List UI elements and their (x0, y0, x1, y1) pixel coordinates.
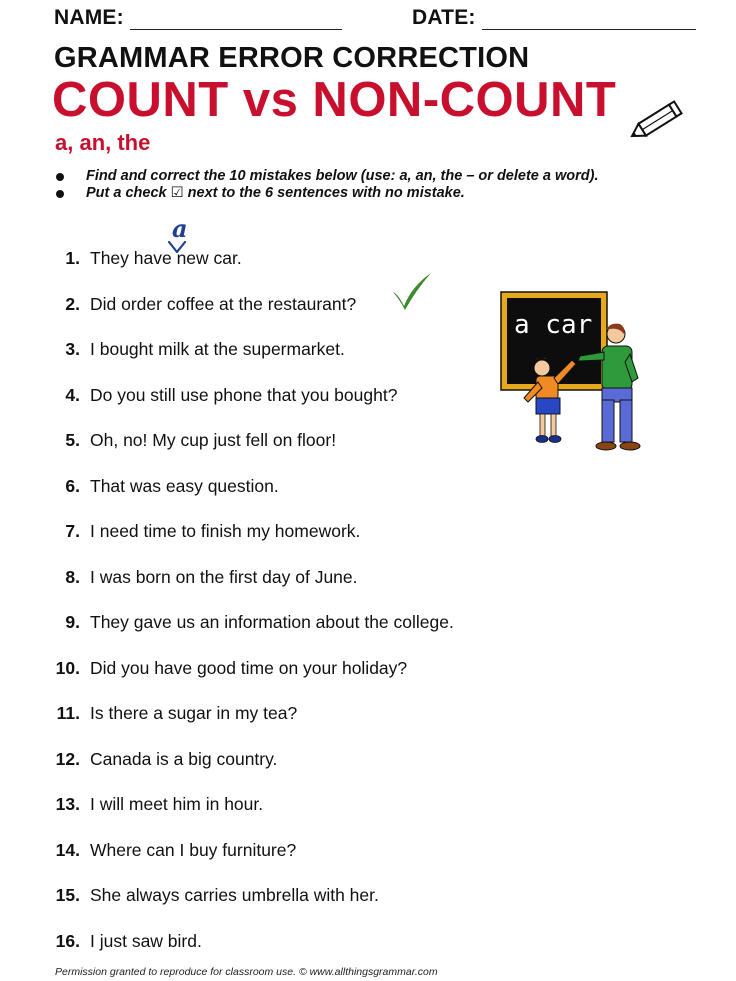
sentence-row (0, 290, 736, 336)
sentence-text: Is there a sugar in my tea? (90, 703, 298, 723)
header-fields (54, 6, 704, 34)
sentence-row (0, 745, 736, 791)
sentence-number: 6. (65, 475, 80, 496)
sentence-text: I just saw bird. (90, 930, 202, 951)
sentence-number: 3. (65, 339, 80, 359)
sentence-text: Canada is a big country. (90, 748, 278, 769)
sentence-number: 9. (65, 612, 80, 632)
copyright-footer: Permission granted to reproduce for classroom use. © www.allthingsgrammar.com (55, 966, 438, 978)
date-field[interactable] (412, 6, 696, 30)
sentence-text: I need time to finish my homework. (90, 521, 361, 541)
sentence-text: They gave us an information about the college. (90, 612, 454, 632)
sentence-text: Do you still use phone that you bought? (90, 384, 398, 405)
sentence-row (0, 608, 736, 654)
sentence-number: 11. (56, 703, 80, 723)
name-field[interactable] (54, 6, 342, 30)
sentence-row (0, 335, 736, 381)
blackboard-text: a car (514, 310, 593, 340)
articles-subtitle: a, an, the (55, 130, 151, 155)
sentence-number: 13. (55, 794, 80, 814)
sentence-row (0, 790, 736, 836)
sentence-text: They have new car. (90, 248, 242, 268)
instruction-item: Put a check ☑ next to the 6 sentences with no mistake. (56, 185, 696, 202)
sentence-list (0, 244, 736, 972)
sentence-row (0, 563, 736, 609)
instruction-item: Find and correct the 10 mistakes below (use: a, an, the – or delete a word). (56, 168, 696, 185)
date-blank-line[interactable] (482, 7, 696, 30)
correction-letter-a: a (172, 214, 188, 243)
sentence-row (0, 699, 736, 745)
sentence-row (0, 472, 736, 518)
sentence-number: 12. (55, 748, 80, 769)
sentence-number: 1. (65, 248, 80, 268)
sentence-row (0, 517, 736, 563)
sentence-text: I will meet him in hour. (90, 794, 264, 814)
sentence-number: 7. (65, 521, 80, 541)
sentence-number: 14. (55, 839, 80, 860)
sentence-text: She always carries umbrella with her. (90, 885, 379, 905)
pencil-icon (628, 96, 688, 146)
sentence-number: 8. (65, 566, 80, 587)
sentence-number: 10. (55, 657, 80, 678)
sentence-number: 16. (55, 930, 80, 951)
sentence-row (0, 836, 736, 882)
sentence-text: Where can I buy furniture? (90, 839, 297, 860)
sentence-text: That was easy question. (90, 475, 279, 496)
name-blank-line[interactable] (130, 7, 342, 30)
date-label: DATE: (412, 6, 476, 29)
sentence-row (0, 426, 736, 472)
sentence-text: Did you have good time on your holiday? (90, 657, 408, 678)
sentence-row (0, 881, 736, 927)
name-label: NAME: (54, 6, 124, 29)
instructions-list (56, 168, 696, 202)
sentence-row (0, 654, 736, 700)
sentence-number: 5. (65, 430, 80, 450)
sentence-number: 4. (65, 384, 80, 405)
sentence-row (0, 381, 736, 427)
sentence-row (0, 244, 736, 290)
topic-title: COUNT vs NON-COUNT (52, 73, 617, 127)
sentence-text: I bought milk at the supermarket. (90, 339, 345, 359)
sentence-text: I was born on the first day of June. (90, 566, 358, 587)
sentence-text: Oh, no! My cup just fell on floor! (90, 430, 337, 450)
worksheet-title: GRAMMAR ERROR CORRECTION (54, 42, 530, 74)
sentence-number: 2. (65, 293, 80, 314)
sentence-text: Did order coffee at the restaurant? (90, 293, 357, 314)
sentence-number: 15. (55, 885, 80, 905)
